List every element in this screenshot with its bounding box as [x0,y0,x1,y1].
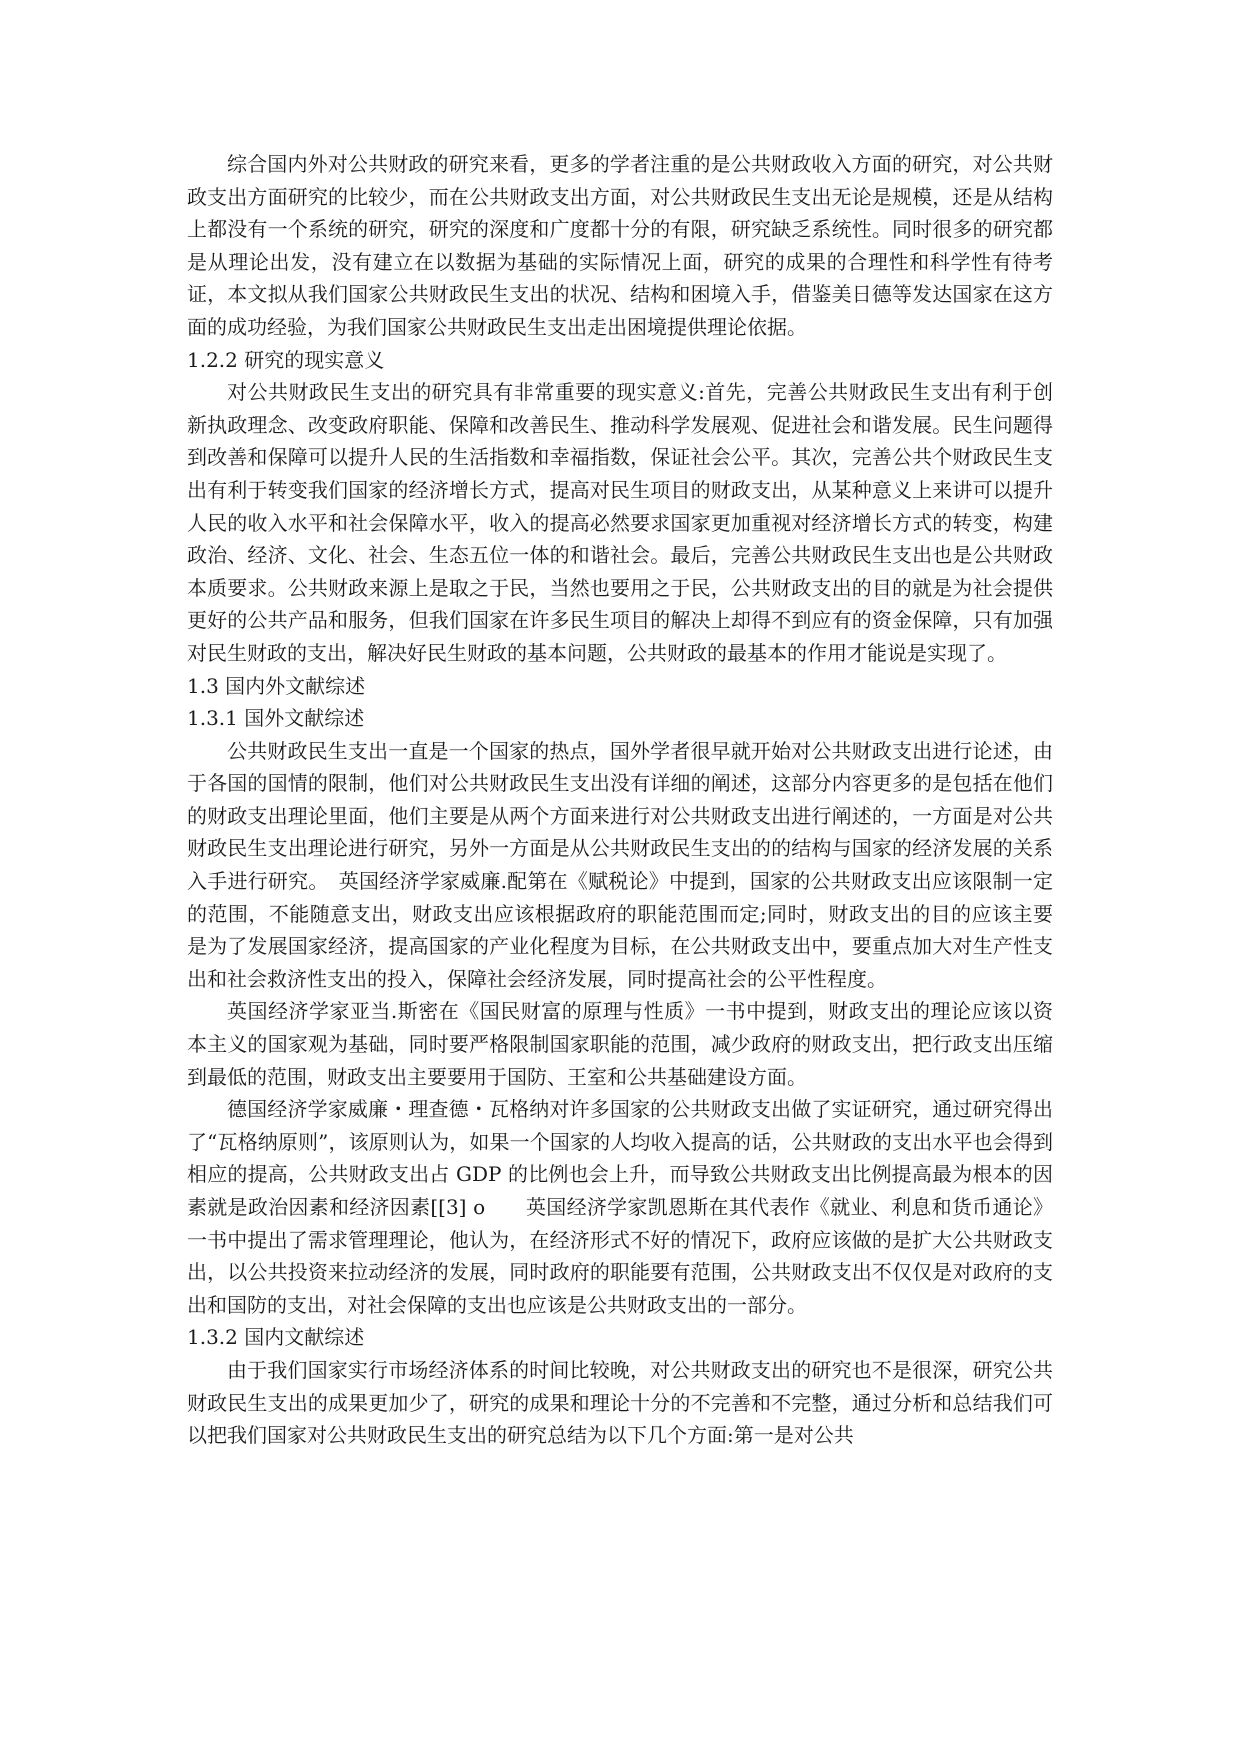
paragraph-domestic-literature: 由于我们国家实行市场经济体系的时间比较晚，对公共财政支出的研究也不是很深，研究公共财政民生支出的成果更加少了，研究的成果和理论十分的不完善和不完整，通过分析和总结我们可以把我们国家对公共财政民生支出的研究总结为以下几个方面:第一是对公共 [187,1357,1053,1448]
paragraph-adam-smith: 英国经济学家亚当.斯密在《国民财富的原理与性质》一书中提到，财政支出的理论应该以资本主义的国家观为基础，同时要严格限制国家职能的范围，减少政府的财政支出，把行政支出压缩到最低的范围，财政支出主要要用于国防、王室和公共基础建设方面。 [187,999,1053,1089]
section-heading-1-3-2: 1.3.2 国内文献综述 [187,1325,365,1350]
section-heading-1-3: 1.3 国内外文献综述 [187,673,366,698]
paragraph-review-summary: 综合国内外对公共财政的研究来看，更多的学者注重的是公共财政收入方面的研究，对公共财政支出方面研究的比较少，而在公共财政支出方面，对公共财政民生支出无论是规模，还是从结构上都没有一个系统的研究，研究的深度和广度都十分的有限，研究缺乏系统性。同时很多的研究都是从理论出发，没有建立在以数据为基础的实际情况上面，研究的成果的合理性和科学性有待考证，本文拟从我们国家公共财政民生支出的状况、结构和困境入手，借鉴美日德等发达国家在这方面的成功经验，为我们国家公共财政民生支出走出困境提供理论依据。 [187,152,1053,339]
paragraph-practical-significance: 对公共财政民生支出的研究具有非常重要的现实意义:首先，完善公共财政民生支出有利于创新执政理念、改变政府职能、保障和改善民生、推动科学发展观、促进社会和谐发展。民生问题得到改善和保障可以提升人民的生活指数和幸福指数，保证社会公平。其次，完善公共个财政民生支出有利于转变我们国家的经济增长方式，提高对民生项目的财政支出，从某种意义上来讲可以提升人民的收入水平和社会保障水平，收入的提高必然要求国家更加重视对经济增长方式的转变，构建政治、经济、文化、社会、生态五位一体的和谐社会。最后，完善公共财政民生支出也是公共财政本质要求。公共财政来源上是取之于民，当然也要用之于民，公共财政支出的目的就是为社会提供更好的公共产品和服务，但我们国家在许多民生项目的解决上却得不到应有的资金保障，只有加强对民生财政的支出，解决好民生财政的基本问题，公共财政的最基本的作用才能说是实现了。 [187,380,1053,665]
section-heading-1-2-2: 1.2.2 研究的现实意义 [187,347,385,372]
paragraph-foreign-literature: 公共财政民生支出一直是一个国家的热点，国外学者很早就开始对公共财政支出进行论述，由于各国的国情的限制，他们对公共财政民生支出没有详细的阐述，这部分内容更多的是包括在他们的财政支出理论里面，他们主要是从两个方面来进行对公共财政支出进行阐述的，一方面是对公共财政民生支出理论进行研究，另外一方面是从公共财政民生支出的的结构与国家的经济发展的关系入手进行研究。 英国经济学家威廉.配第在《赋税论》中提到，国家的公共财政支出应该限制一定的范围，不能随意支出，财政支出应该根据政府的职能范围而定;同时，财政支出的目的应该主要是为了发展国家经济，提高国家的产业化程度为目标，在公共财政支出中，要重点加大对生产性支出和社会救济性支出的投入，保障社会经济发展，同时提高社会的公平性程度。 [187,738,1053,991]
paragraph-wagner-keynes: 德国经济学家威廉・理查德・瓦格纳对许多国家的公共财政支出做了实证研究，通过研究得出了“瓦格纳原则”，该原则认为，如果一个国家的人均收入提高的话，公共财政的支出水平也会得到相应的提高，公共财政支出占 GDP 的比例也会上升，而导致公共财政支出比例提高最为根本的因素就是政治因素和经济因素[[3] o 英国经济学家凯恩斯在其代表作《就业、利息和货币通论》一书中提出了需求管理理论，他认为，在经济形式不好的情况下，政府应该做的是扩大公共财政支出，以公共投资来拉动经济的发展，同时政府的职能要有范围，公共财政支出不仅仅是对政府的支出和国防的支出，对社会保障的支出也应该是公共财政支出的一部分。 [187,1097,1053,1317]
document-body [187,148,1053,1452]
section-heading-1-3-1: 1.3.1 国外文献综述 [187,706,365,731]
